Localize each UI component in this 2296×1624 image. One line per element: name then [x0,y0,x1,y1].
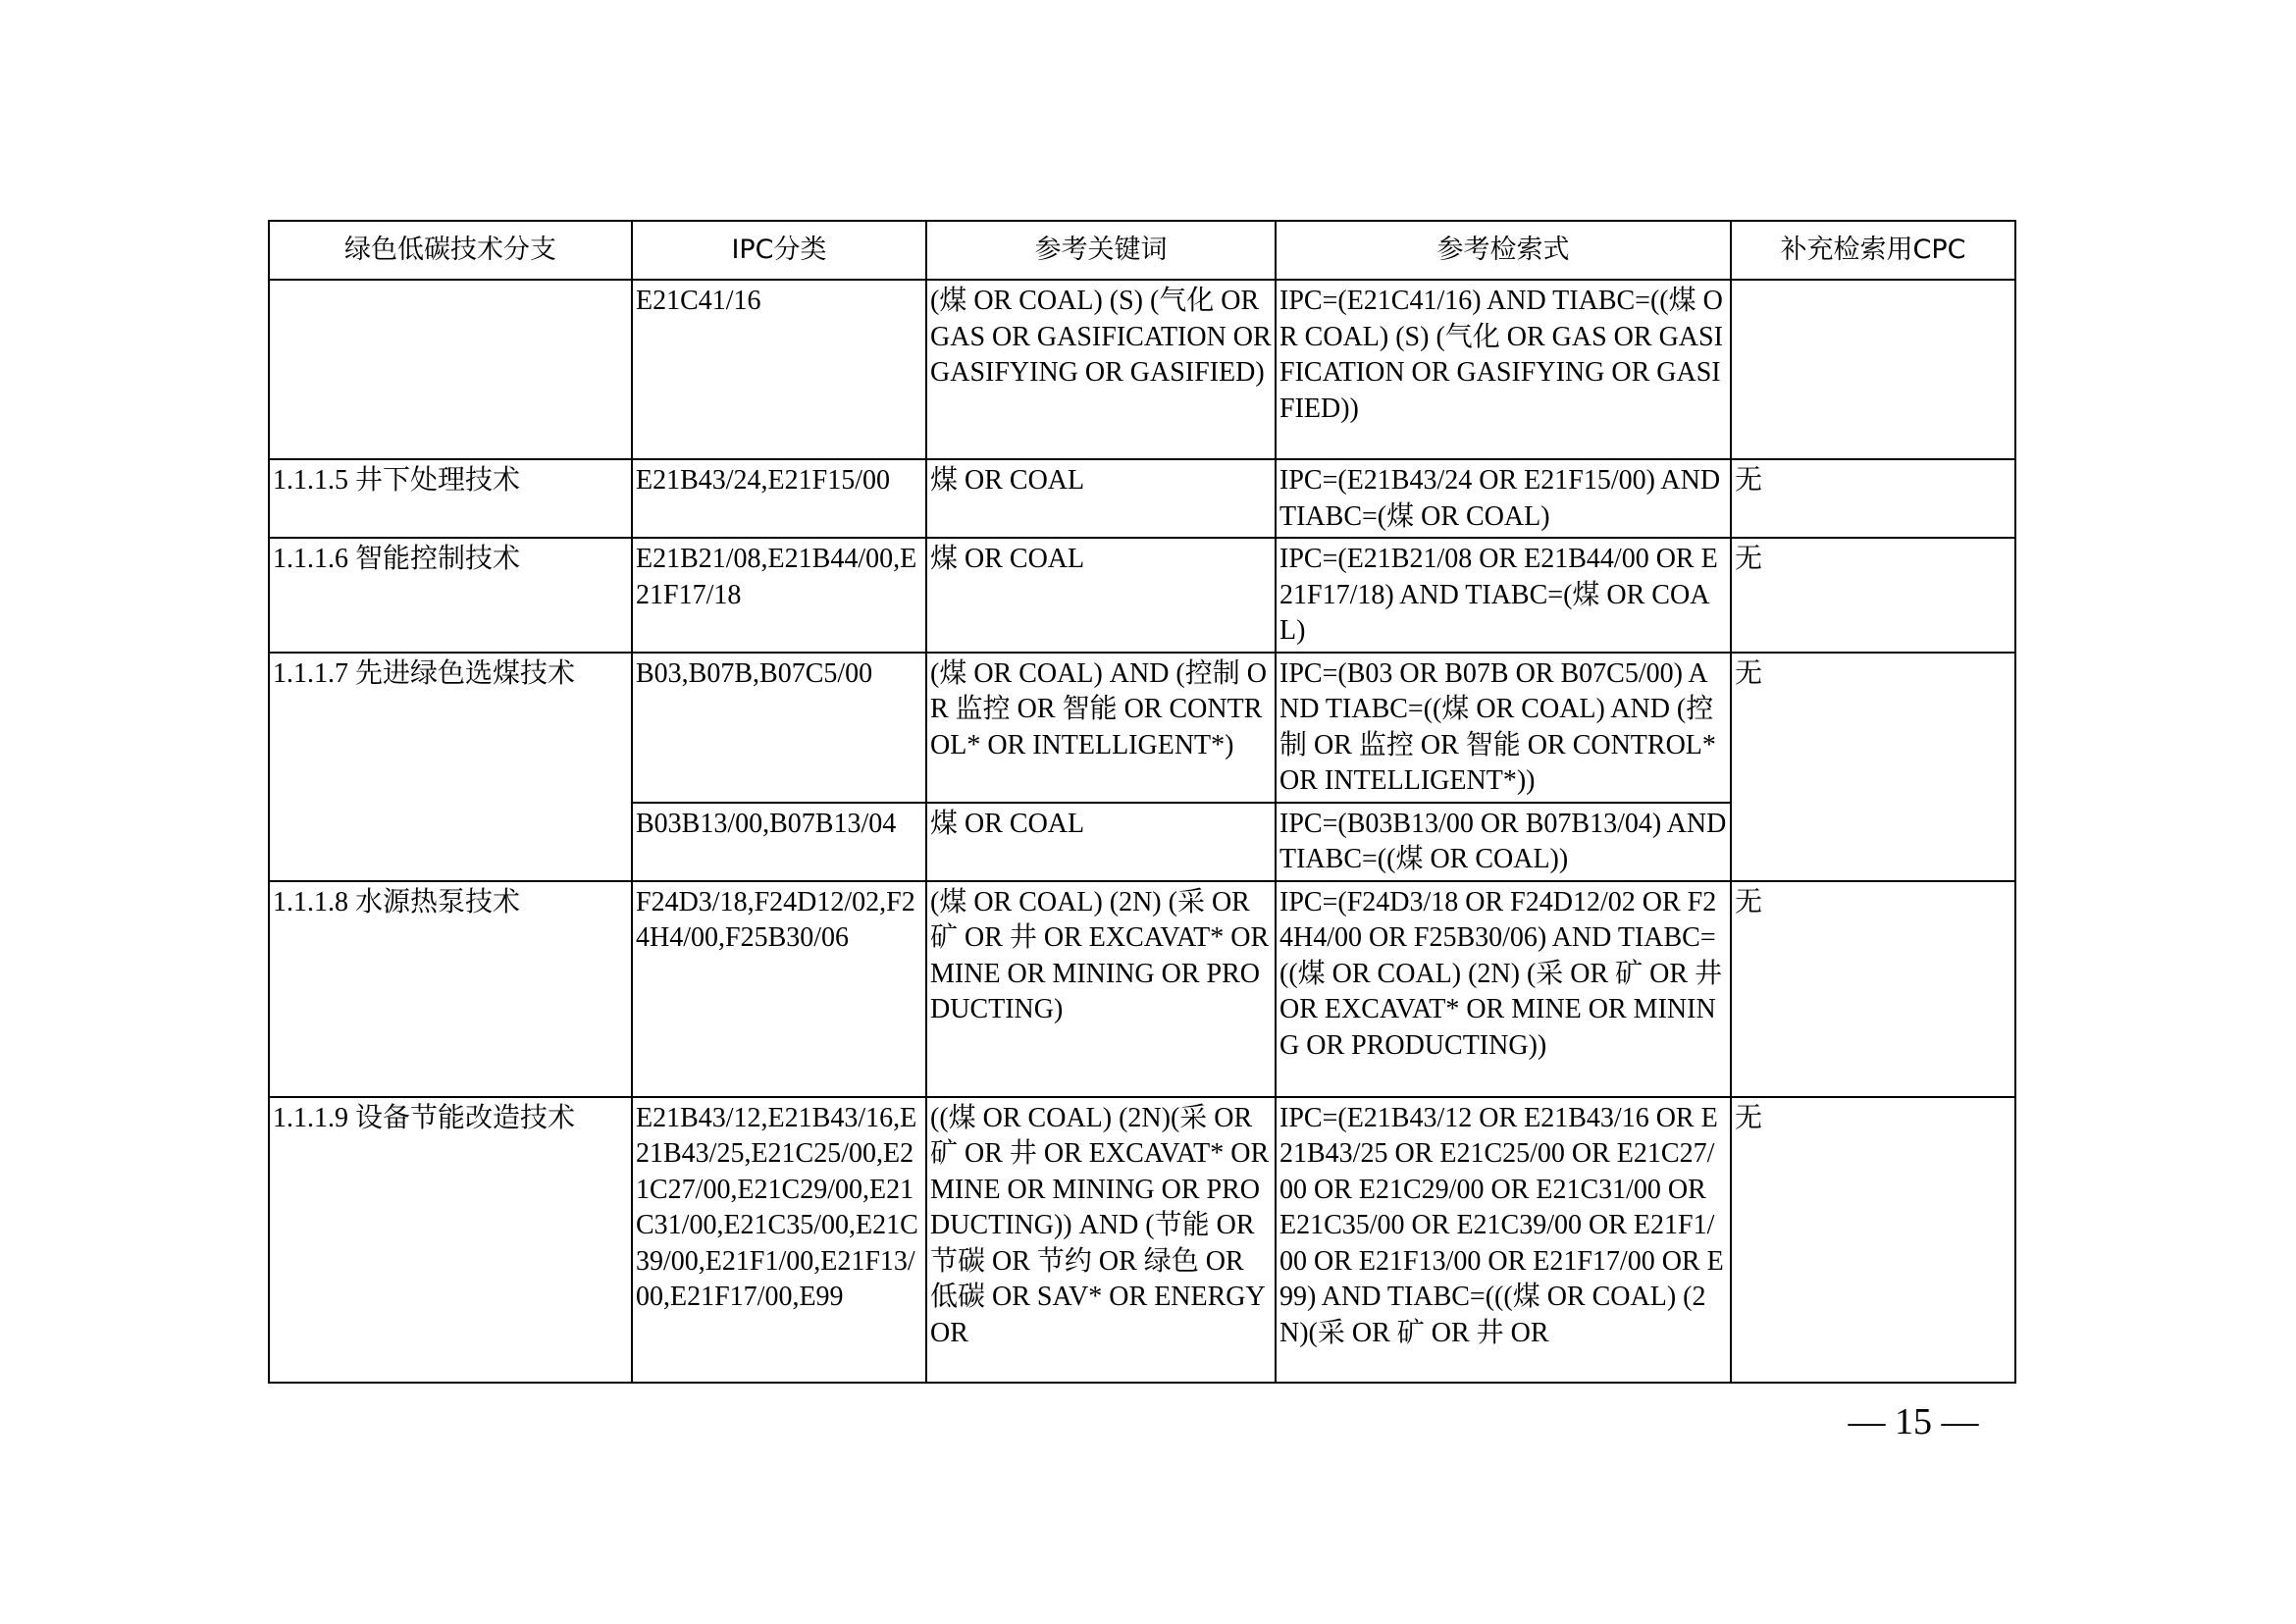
cell-query: IPC=(E21B21/08 OR E21B44/00 OR E21F17/18) AND TIABC=(煤 OR COAL) [1276,538,1731,653]
cell-cpc: 无 [1731,538,2015,653]
cell-ipc: E21B43/24,E21F15/00 [632,459,926,538]
cell-keywords: 煤 OR COAL [926,459,1276,538]
cell-keywords: 煤 OR COAL [926,538,1276,653]
cell-query: IPC=(E21B43/12 OR E21B43/16 OR E21B43/25 OR E21C25/00 OR E21C27/00 OR E21C29/00 OR E21C31/00 OR E21C35/00 OR E21C39/00 OR E21F1/00 OR E21F13/00 OR E21F17/00 OR E99) AND TIABC=(((煤 OR COAL) (2N)(采 OR 矿 OR 井 OR [1276,1097,1731,1383]
table-row [269,459,2015,538]
cell-keywords: (煤 OR COAL) (2N) (采 OR 矿 OR 井 OR EXCAVAT* OR MINE OR MINING OR PRODUCTING) [926,881,1276,1097]
cell-query: IPC=(B03B13/00 OR B07B13/04) AND TIABC=((煤 OR COAL)) [1276,803,1731,881]
cell-cpc: 无 [1731,1097,2015,1383]
cell-branch: 1.1.1.8 水源热泵技术 [269,881,632,1097]
cell-keywords: (煤 OR COAL) AND (控制 OR 监控 OR 智能 OR CONTROL* OR INTELLIGENT*) [926,653,1276,803]
cell-branch: 1.1.1.7 先进绿色选煤技术 [269,653,632,881]
page-number: — 15 — [1848,1401,1979,1442]
cell-cpc: 无 [1731,653,2015,881]
cell-branch [269,280,632,459]
header-ipc: IPC分类 [632,221,926,280]
table-row [269,538,2015,653]
cell-cpc: 无 [1731,881,2015,1097]
header-branch: 绿色低碳技术分支 [269,221,632,280]
cell-cpc: 无 [1731,459,2015,538]
cell-query: IPC=(F24D3/18 OR F24D12/02 OR F24H4/00 OR F25B30/06) AND TIABC=((煤 OR COAL) (2N) (采 OR 矿 OR 井 OR EXCAVAT* OR MINE OR MINING OR PRODUCTING)) [1276,881,1731,1097]
ipc-search-table [268,220,2016,1384]
cell-ipc: B03B13/00,B07B13/04 [632,803,926,881]
table-row [269,653,2015,803]
cell-ipc: E21B21/08,E21B44/00,E21F17/18 [632,538,926,653]
table-header-row [269,221,2015,280]
cell-keywords: 煤 OR COAL [926,803,1276,881]
header-query: 参考检索式 [1276,221,1731,280]
cell-branch: 1.1.1.5 井下处理技术 [269,459,632,538]
cell-branch: 1.1.1.6 智能控制技术 [269,538,632,653]
cell-cpc [1731,280,2015,459]
cell-ipc: F24D3/18,F24D12/02,F24H4/00,F25B30/06 [632,881,926,1097]
cell-ipc: E21C41/16 [632,280,926,459]
cell-query: IPC=(B03 OR B07B OR B07C5/00) AND TIABC=((煤 OR COAL) AND (控制 OR 监控 OR 智能 OR CONTROL* OR INTELLIGENT*)) [1276,653,1731,803]
cell-ipc: E21B43/12,E21B43/16,E21B43/25,E21C25/00,E21C27/00,E21C29/00,E21C31/00,E21C35/00,E21C39/00,E21F1/00,E21F13/00,E21F17/00,E99 [632,1097,926,1383]
header-cpc: 补充检索用CPC [1731,221,2015,280]
cell-query: IPC=(E21B43/24 OR E21F15/00) AND TIABC=(煤 OR COAL) [1276,459,1731,538]
cell-keywords: ((煤 OR COAL) (2N)(采 OR 矿 OR 井 OR EXCAVAT* OR MINE OR MINING OR PRODUCTING)) AND (节能 OR 节碳 OR 节约 OR 绿色 OR 低碳 OR SAV* OR ENERGY OR [926,1097,1276,1383]
cell-branch: 1.1.1.9 设备节能改造技术 [269,1097,632,1383]
table-row [269,881,2015,1097]
cell-ipc: B03,B07B,B07C5/00 [632,653,926,803]
table-row [269,280,2015,459]
cell-keywords: (煤 OR COAL) (S) (气化 OR GAS OR GASIFICATION OR GASIFYING OR GASIFIED) [926,280,1276,459]
cell-query: IPC=(E21C41/16) AND TIABC=((煤 OR COAL) (S) (气化 OR GAS OR GASIFICATION OR GASIFYING OR GASIFIED)) [1276,280,1731,459]
table-row [269,1097,2015,1383]
header-keywords: 参考关键词 [926,221,1276,280]
